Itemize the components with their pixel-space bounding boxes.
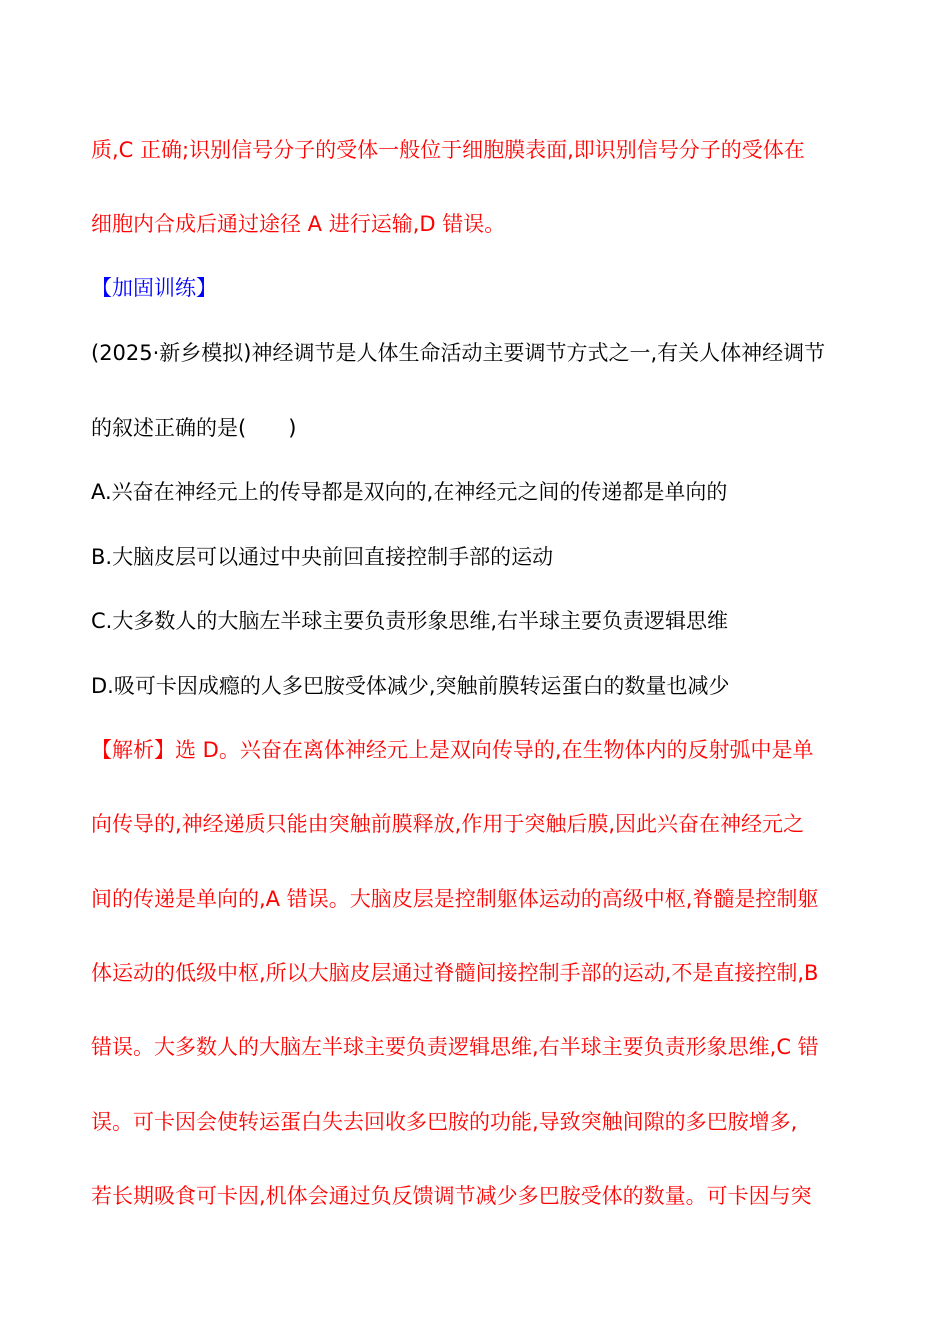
option-a: A.兴奋在神经元上的传导都是双向的,在神经元之间的传递都是单向的 xyxy=(91,480,728,504)
option-b: B.大脑皮层可以通过中央前回直接控制手部的运动 xyxy=(91,545,554,569)
analysis-line-5: 错误。大多数人的大脑左半球主要负责逻辑思维,右半球主要负责形象思维,C 错 xyxy=(91,1035,819,1059)
analysis-line-6: 误。可卡因会使转运蛋白失去回收多巴胺的功能,导致突触间隙的多巴胺增多, xyxy=(91,1110,798,1134)
analysis-line-7: 若长期吸食可卡因,机体会通过负反馈调节减少多巴胺受体的数量。可卡因与突 xyxy=(91,1184,812,1208)
prev-explanation-line-2: 细胞内合成后通过途径 A 进行运输,D 错误。 xyxy=(91,212,506,236)
analysis-line-2: 向传导的,神经递质只能由突触前膜释放,作用于突触后膜,因此兴奋在神经元之 xyxy=(91,812,805,836)
analysis-line-4: 体运动的低级中枢,所以大脑皮层通过脊髓间接控制手部的运动,不是直接控制,B xyxy=(91,961,819,985)
question-stem-line-2: 的叙述正确的是( ) xyxy=(91,416,297,440)
option-d: D.吸可卡因成瘾的人多巴胺受体减少,突触前膜转运蛋白的数量也减少 xyxy=(91,674,730,698)
prev-explanation-line-1: 质,C 正确;识别信号分子的受体一般位于细胞膜表面,即识别信号分子的受体在 xyxy=(91,138,805,162)
analysis-line-1: 【解析】选 D。兴奋在离体神经元上是双向传导的,在生物体内的反射弧中是单 xyxy=(91,738,814,762)
option-c: C.大多数人的大脑左半球主要负责形象思维,右半球主要负责逻辑思维 xyxy=(91,609,729,633)
question-stem-line-1: (2025·新乡模拟)神经调节是人体生命活动主要调节方式之一,有关人体神经调节 xyxy=(91,341,826,365)
analysis-line-3: 间的传递是单向的,A 错误。大脑皮层是控制躯体运动的高级中枢,脊髓是控制躯 xyxy=(91,887,819,911)
section-heading: 【加固训练】 xyxy=(91,276,217,300)
